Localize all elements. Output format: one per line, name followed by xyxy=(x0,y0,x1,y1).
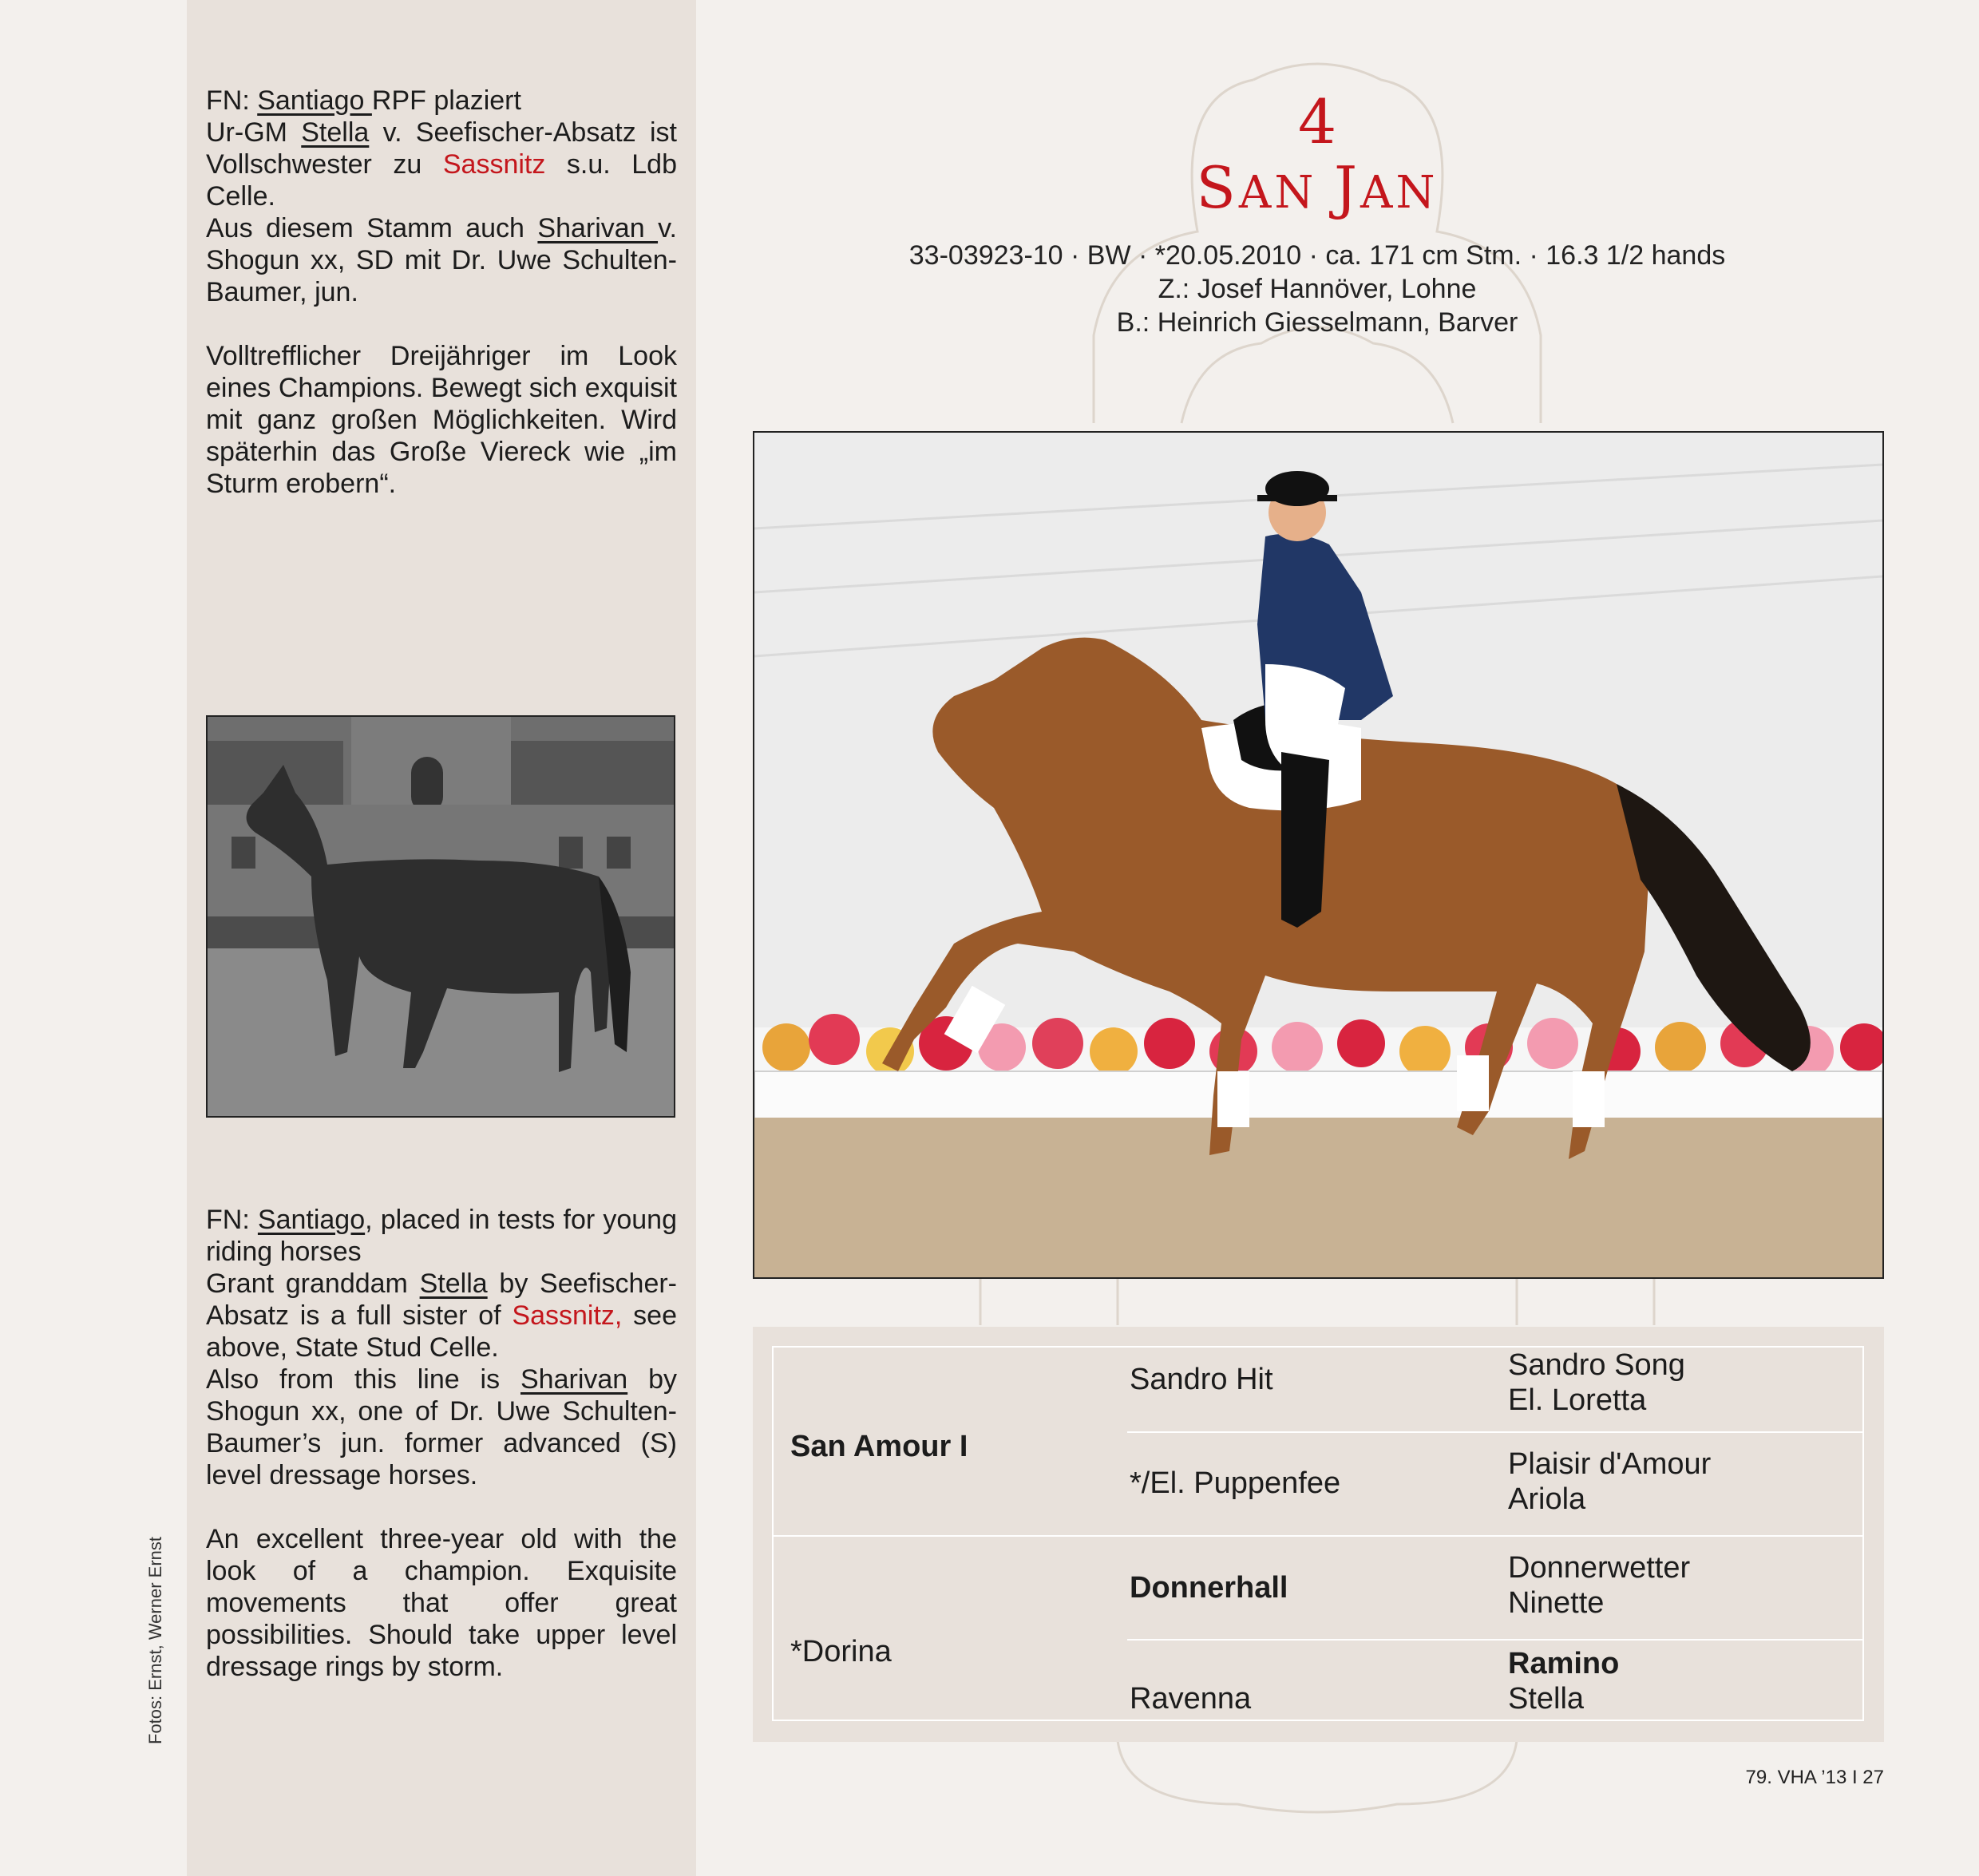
pedigree-dam-sire-sire: Donnerwetter xyxy=(1508,1551,1691,1585)
pedigree-dam-dam: Ravenna xyxy=(1130,1682,1252,1716)
english-description xyxy=(206,1204,677,1683)
name-stella-en: Stella xyxy=(419,1268,488,1299)
main-horse-photo xyxy=(753,431,1884,1279)
pedigree-dam-dam-dam: Stella xyxy=(1508,1682,1585,1716)
german-paragraph-assessment: Volltrefflicher Dreijähriger im Look eines Champions. Bewegt sich exquisit mit ganz großen Möglichkeiten. Wird späterhin das Große Viereck wie „im Sturm erobern“. xyxy=(206,341,677,499)
pedigree-dam-sire: Donnerhall xyxy=(1130,1571,1288,1605)
pedigree-sire-dam-sire: Plaisir d'Amour xyxy=(1508,1447,1712,1481)
pedigree-frame xyxy=(772,1346,1864,1721)
german-paragraph-pedigree-notes: FN: Santiago RPF plaziert Ur-GM Stella v. Seefischer-Absatz ist Vollschwester zu Sassnitz s.u. Ldb Celle. Aus diesem Stamm auch Sharivan v. Shogun xx, SD mit Dr. Uwe Schulten-Baumer, jun. xyxy=(206,85,677,307)
german-description xyxy=(206,85,677,500)
pedigree-sire-sire: Sandro Hit xyxy=(1130,1363,1273,1396)
name-santiago-en: Santiago xyxy=(257,1205,366,1235)
page-folio: 79. VHA ’13 I 27 xyxy=(1745,1767,1884,1788)
name-stella: Stella xyxy=(301,117,370,148)
name-santiago: Santiago xyxy=(257,85,372,116)
pedigree-sire-dam: */El. Puppenfee xyxy=(1130,1466,1341,1500)
photo-credit: Fotos: Ernst, Werner Ernst xyxy=(145,1536,165,1744)
pedigree-sire: San Amour I xyxy=(790,1430,968,1463)
pedigree-sire-sire-sire: Sandro Song xyxy=(1508,1348,1685,1382)
owner: B.: Heinrich Giesselmann, Barver xyxy=(1116,307,1518,338)
name-sassnitz-en: Sassnitz, xyxy=(512,1300,623,1331)
pedigree-divider xyxy=(772,1535,1864,1537)
pedigree-dam-dam-sire: Ramino xyxy=(1508,1647,1620,1680)
lot-number: 4 xyxy=(1297,86,1337,157)
pedigree-table xyxy=(753,1327,1884,1742)
pedigree-dam-sire-dam: Ninette xyxy=(1508,1586,1605,1620)
pedigree-sire-dam-dam: Ariola xyxy=(1508,1482,1586,1516)
english-paragraph-assessment: An excellent three-year old with the look of a champion. Exquisite movements that offer great possibilities. Should take upper level dressage rings by storm. xyxy=(206,1524,677,1682)
pedigree-dam: *Dorina xyxy=(790,1635,892,1668)
pedigree-divider xyxy=(1127,1639,1864,1641)
breeder: Z.: Josef Hannöver, Lohne xyxy=(1158,274,1477,304)
name-sharivan-en: Sharivan xyxy=(520,1364,628,1395)
pedigree-divider xyxy=(1127,1431,1864,1433)
horse-name: SAN JAN xyxy=(1196,154,1439,221)
name-sassnitz: Sassnitz xyxy=(442,149,546,180)
ancestor-stallion-photo xyxy=(206,715,675,1118)
name-sharivan: Sharivan xyxy=(537,213,659,243)
english-paragraph-pedigree-notes: FN: Santiago, placed in tests for young riding horses Grant granddam Stella by Seefischer-Absatz is a full sister of Sassnitz, see above, State Stud Celle. Also from this line is Sharivan by Shogun xx, one of Dr. Uwe Schulten-Baumer’s jun. former advanced (S) level dressage horses. xyxy=(206,1205,678,1490)
horse-details: 33-03923-10 · BW · *20.05.2010 · ca. 171 cm Stm. · 16.3 1/2 hands xyxy=(908,240,1726,271)
pedigree-sire-sire-dam: El. Loretta xyxy=(1508,1383,1647,1417)
